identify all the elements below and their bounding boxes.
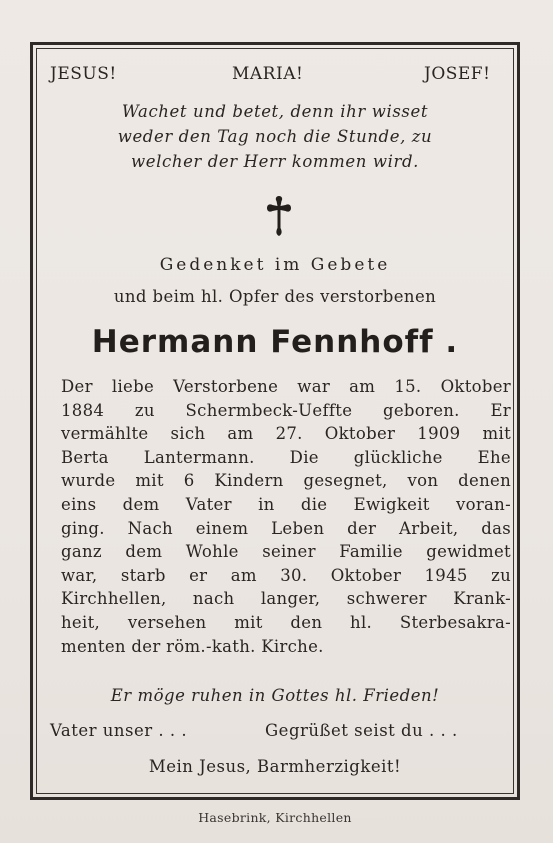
intro-line-1: Gedenket im Gebete <box>159 255 391 275</box>
deceased-name: Hermann Fennhoff . <box>91 324 459 360</box>
biography-line: menten der röm.-kath. Kirche. <box>61 636 324 656</box>
biography-line: Berta Lantermann. Die glückliche Ehe <box>61 447 511 467</box>
verse-line-3: welcher der Herr kommen wird. <box>131 152 419 171</box>
biography-line: wurde mit 6 Kindern gesegnet, von denen <box>61 471 511 491</box>
biography-line: Der liebe Verstorbene war am 15. Oktober <box>61 377 511 396</box>
cross-pattee-icon <box>264 194 294 238</box>
prayer-gegruesset: Gegrüßet seist du . . . <box>265 721 458 740</box>
verse-line-2: weder den Tag noch die Stunde, zu <box>117 127 433 146</box>
header-josef: JOSEF! <box>424 64 491 84</box>
verse-line-1: Wachet und betet, denn ihr wisset <box>121 102 429 121</box>
biography-line: Kirchhellen, nach langer, schwerer Krank- <box>61 589 511 609</box>
printer-credit: Hasebrink, Kirchhellen <box>198 810 352 825</box>
closing-frieden: Er möge ruhen in Gottes hl. Frieden! <box>110 686 440 705</box>
intro-line-2: und beim hl. Opfer des verstorbenen <box>113 287 437 306</box>
biography-line: heit, versehen mit den hl. Sterbesakra- <box>61 612 511 632</box>
biography <box>61 375 511 658</box>
biography-line: ging. Nach einem Leben der Arbeit, das <box>61 518 511 538</box>
prayer-vater-unser: Vater unser . . . <box>50 721 188 740</box>
biography-line: eins dem Vater in die Ewigkeit voran- <box>61 494 511 514</box>
header-maria: MARIA! <box>232 64 304 84</box>
closing-mercy: Mein Jesus, Barmherzigkeit! <box>148 757 402 776</box>
biography-line: ganz dem Wohle seiner Familie gewidmet <box>61 542 511 562</box>
biography-line: vermählte sich am 27. Oktober 1909 mit <box>61 424 511 444</box>
header-jesus: JESUS! <box>50 64 117 84</box>
biography-line: war, starb er am 30. Oktober 1945 zu <box>61 565 511 585</box>
biography-line: 1884 zu Schermbeck-Ueffte geboren. Er <box>61 400 511 420</box>
